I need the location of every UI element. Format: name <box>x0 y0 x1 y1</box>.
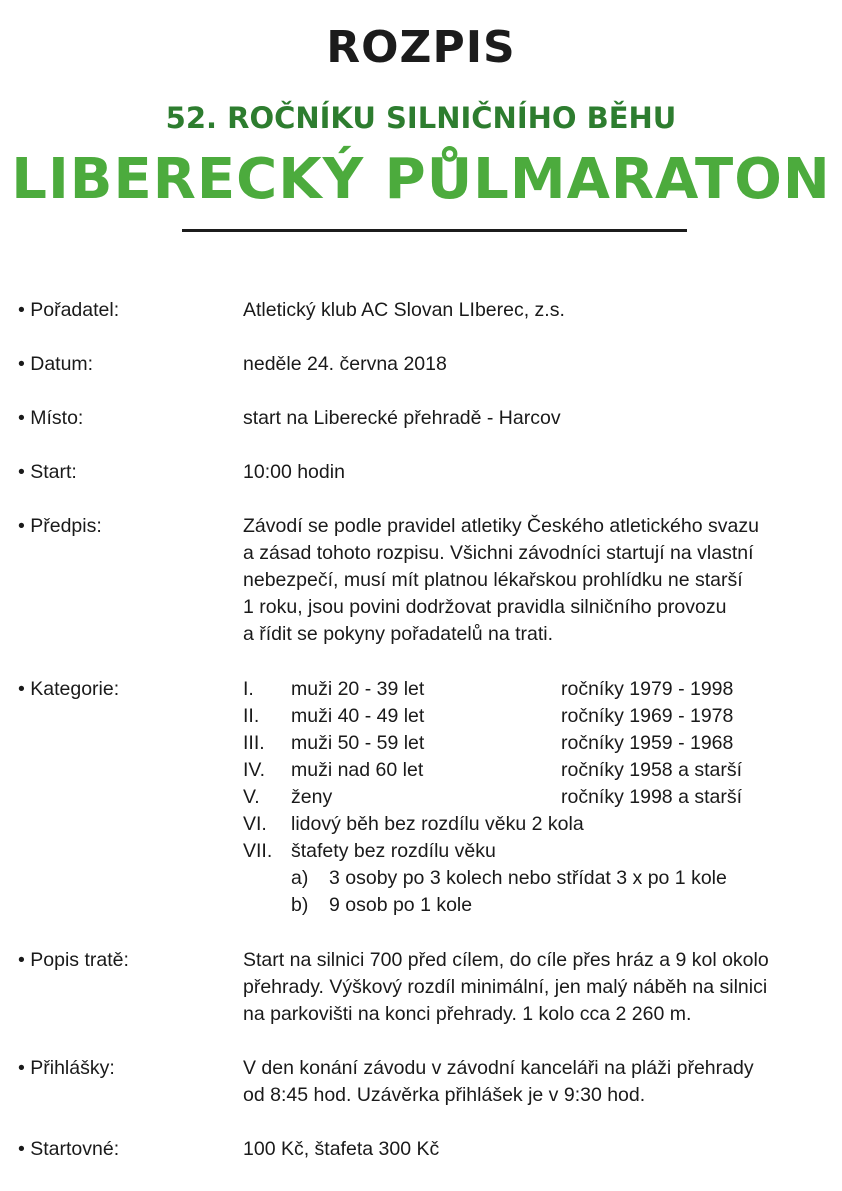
predpis-line: Závodí se podle pravidel atletiky Českého atletického svazu <box>243 515 759 537</box>
category-name: muži 40 - 49 let <box>291 705 425 727</box>
popis-line: přehrady. Výškový rozdíl minimální, jen malý náběh na silnici <box>243 976 768 998</box>
category-name: muži 50 - 59 let <box>291 732 425 754</box>
category-list <box>243 676 833 919</box>
category-years: ročníky 1998 a starší <box>561 786 743 808</box>
category-number: VI. <box>243 813 267 835</box>
category-number: IV. <box>243 759 266 781</box>
popis-line: Start na silnici 700 před cílem, do cíle přes hráz a 9 kol okolo <box>243 949 769 971</box>
category-item <box>243 784 833 811</box>
value-misto: start na Liberecké přehradě - Harcov <box>243 407 561 429</box>
predpis-line: 1 roku, jsou povini dodržovat pravidla silničního provozu <box>243 596 727 618</box>
value-prihlasky <box>243 1055 833 1109</box>
predpis-line: nebezpečí, musí mít platnou lékařskou prohlídku ne starší <box>243 569 743 591</box>
category-item <box>243 730 833 757</box>
relay-option-text: 3 osoby po 3 kolech nebo střídat 3 x po 1 kole <box>329 867 727 889</box>
prihlasky-line: od 8:45 hod. Uzávěrka přihlášek je v 9:30 hod. <box>243 1084 646 1106</box>
category-item <box>243 811 833 838</box>
label-poradatel: • Pořadatel: <box>18 299 120 321</box>
category-number: V. <box>243 786 260 808</box>
title-divider <box>182 229 687 232</box>
category-number: I. <box>243 678 254 700</box>
category-years: ročníky 1979 - 1998 <box>561 678 734 700</box>
category-number: II. <box>243 705 260 727</box>
label-datum: • Datum: <box>18 353 94 375</box>
prihlasky-line: V den konání závodu v závodní kanceláři na pláži přehrady <box>243 1057 754 1079</box>
value-predpis <box>243 513 833 648</box>
label-predpis: • Předpis: <box>18 515 102 537</box>
label-popis: • Popis tratě: <box>18 949 129 971</box>
category-item <box>243 757 833 784</box>
value-startovne: 100 Kč, štafeta 300 Kč <box>243 1138 440 1160</box>
category-item <box>243 676 833 703</box>
category-item <box>243 838 833 865</box>
relay-option-letter: a) <box>291 867 309 889</box>
category-years: ročníky 1959 - 1968 <box>561 732 734 754</box>
label-prihlasky: • Přihlášky: <box>18 1057 115 1079</box>
category-number: III. <box>243 732 265 754</box>
category-name: muži nad 60 let <box>291 759 424 781</box>
category-item <box>243 703 833 730</box>
predpis-line: a zásad tohoto rozpisu. Všichni závodníci startují na vlastní <box>243 542 754 564</box>
value-start: 10:00 hodin <box>243 461 345 483</box>
category-years: ročníky 1958 a starší <box>561 759 743 781</box>
label-start: • Start: <box>18 461 77 483</box>
category-name: muži 20 - 39 let <box>291 678 425 700</box>
relay-option-letter: b) <box>291 894 309 916</box>
edition-subtitle: 52. ROČNÍKU SILNIČNÍHO BĚHU <box>165 101 677 135</box>
category-name: lidový běh bez rozdílu věku 2 kola <box>291 813 584 835</box>
page-title: ROZPIS <box>326 22 516 73</box>
relay-option-text: 9 osob po 1 kole <box>329 894 473 916</box>
label-startovne: • Startovné: <box>18 1138 120 1160</box>
value-poradatel: Atletický klub AC Slovan LIberec, z.s. <box>243 299 565 321</box>
category-name: štafety bez rozdílu věku <box>291 840 496 862</box>
label-kategorie: • Kategorie: <box>18 678 120 700</box>
relay-option <box>243 865 833 892</box>
category-years: ročníky 1969 - 1978 <box>561 705 734 727</box>
label-misto: • Místo: <box>18 407 84 429</box>
category-name: ženy <box>291 786 333 808</box>
predpis-line: a řídit se pokyny pořadatelů na trati. <box>243 623 554 645</box>
category-number: VII. <box>243 840 273 862</box>
value-popis <box>243 947 833 1028</box>
popis-line: na parkovišti na konci přehrady. 1 kolo cca 2 260 m. <box>243 1003 692 1025</box>
value-datum: neděle 24. června 2018 <box>243 353 447 375</box>
relay-option <box>243 892 833 919</box>
event-name: LIBERECKÝ PŮLMARATON <box>11 147 831 212</box>
